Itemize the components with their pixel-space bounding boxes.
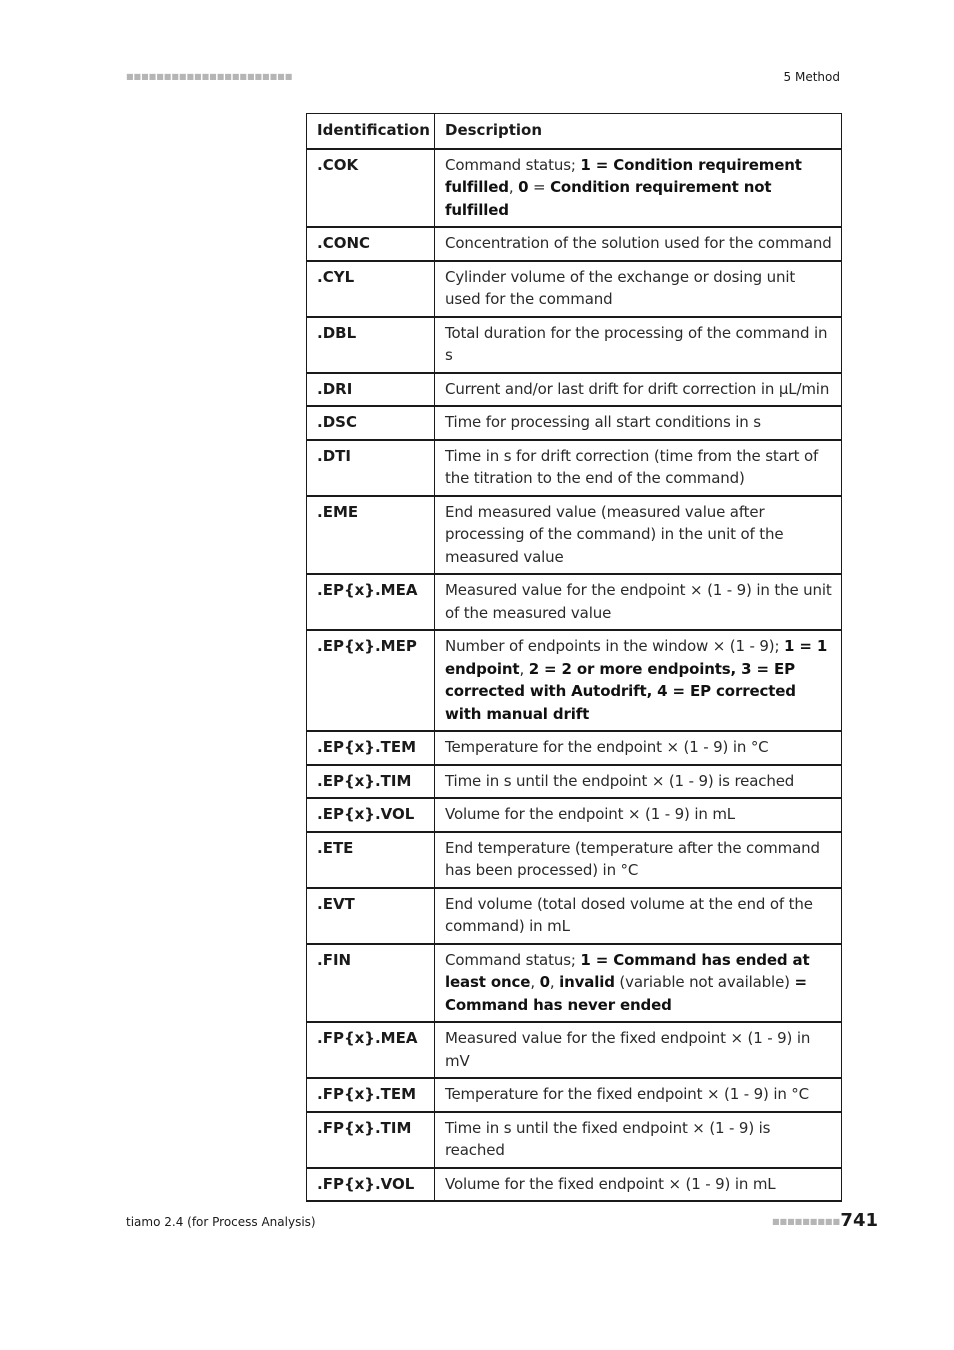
table-header-row [307, 114, 842, 149]
identification-cell: .DTI [307, 440, 435, 496]
description-cell [435, 1112, 842, 1168]
identification-cell: .EP{x}.TEM [307, 731, 435, 765]
identification-cell: .FP{x}.TIM [307, 1112, 435, 1168]
table-row [307, 574, 842, 630]
description-text: Measured value for the endpoint × (1 - 9) in the unit of the measured value [445, 581, 832, 622]
column-header-identification: Identification [307, 114, 435, 149]
table-row [307, 1168, 842, 1202]
description-cell [435, 944, 842, 1023]
table-row [307, 149, 842, 228]
description-bold-text: = Command has never ended [445, 973, 807, 1014]
identification-cell: .EP{x}.MEP [307, 630, 435, 731]
description-bold-text: invalid [559, 973, 615, 991]
description-cell [435, 317, 842, 373]
chapter-title: 5 Method [783, 70, 840, 84]
table-row [307, 630, 842, 731]
table-row [307, 261, 842, 317]
description-text: Volume for the endpoint × (1 - 9) in mL [445, 805, 736, 823]
table-row [307, 832, 842, 888]
identification-cell: .DSC [307, 406, 435, 440]
description-cell [435, 832, 842, 888]
table-row [307, 944, 842, 1023]
description-text: End volume (total dosed volume at the end of the command) in mL [445, 894, 813, 935]
table-row [307, 1022, 842, 1078]
description-text: End temperature (temperature after the command has been processed) in °C [445, 838, 820, 879]
description-text: Measured value for the fixed endpoint × (1 - 9) in mV [445, 1029, 811, 1070]
table-row [307, 888, 842, 944]
description-text: Concentration of the solution used for the command [445, 234, 832, 252]
description-text: , [530, 973, 540, 991]
description-cell [435, 227, 842, 261]
description-bold-text: 1 = Command has ended at least once [445, 950, 810, 991]
description-text: Command status; [445, 155, 581, 174]
identification-cell: .FP{x}.VOL [307, 1168, 435, 1202]
footer-decoration: ■■■■■■■■■ [772, 1217, 841, 1226]
identification-cell: .EP{x}.MEA [307, 574, 435, 630]
identification-cell: .CONC [307, 227, 435, 261]
description-bold-text: 0 [518, 178, 529, 196]
table-row [307, 798, 842, 832]
description-cell [435, 149, 842, 228]
description-bold-text: 0 [539, 973, 550, 991]
identification-cell: .CYL [307, 261, 435, 317]
description-cell [435, 373, 842, 407]
description-cell [435, 798, 842, 832]
table-row [307, 1112, 842, 1168]
description-cell [435, 1022, 842, 1078]
description-text: Temperature for the fixed endpoint × (1 - 9) in °C [445, 1085, 809, 1103]
description-text: Time for processing all start conditions in s [445, 413, 761, 431]
description-text: Total duration for the processing of the command in s [445, 323, 828, 364]
identification-cell: .FP{x}.MEA [307, 1022, 435, 1078]
table-row [307, 406, 842, 440]
description-bold-text: 1 = Condition requirement fulfilled [445, 155, 802, 196]
identification-cell: .EVT [307, 888, 435, 944]
identification-cell: .EP{x}.TIM [307, 765, 435, 799]
table-row [307, 731, 842, 765]
description-text: Time in s until the endpoint × (1 - 9) is reached [445, 771, 795, 790]
description-text: Current and/or last drift for drift correction in µL/min [445, 379, 830, 398]
identification-cell: .DBL [307, 317, 435, 373]
column-header-description: Description [435, 114, 842, 149]
description-cell [435, 406, 842, 440]
variables-table [306, 113, 842, 1202]
page-number: 741 [840, 1210, 878, 1231]
table-row [307, 227, 842, 261]
identification-cell: .ETE [307, 832, 435, 888]
identification-cell: .EME [307, 496, 435, 575]
table-row [307, 373, 842, 407]
description-cell [435, 574, 842, 630]
description-bold-text: Condition requirement not fulfilled [445, 178, 772, 219]
description-text: , [519, 659, 529, 678]
description-bold-text: 2 = 2 or more endpoints, 3 = EP corrected with Autodrift, 4 = EP corrected with manual drift [445, 659, 796, 723]
identification-cell: .COK [307, 149, 435, 228]
description-cell [435, 731, 842, 765]
description-text: , [549, 973, 560, 991]
footer-product-name: tiamo 2.4 (for Process Analysis) [126, 1215, 316, 1229]
description-text: Cylinder volume of the exchange or dosing unit used for the command [445, 267, 796, 308]
description-text: Volume for the fixed endpoint × (1 - 9) in mL [445, 1174, 776, 1193]
header-decoration: ■■■■■■■■■■■■■■■■■■■■■■ [126, 72, 293, 81]
identification-cell: .EP{x}.VOL [307, 798, 435, 832]
description-cell [435, 888, 842, 944]
description-cell [435, 440, 842, 496]
description-text: = [528, 178, 551, 196]
table-row [307, 765, 842, 799]
table-row [307, 317, 842, 373]
description-cell [435, 496, 842, 575]
description-text: , [508, 178, 519, 196]
description-cell [435, 1168, 842, 1202]
identification-cell: .FP{x}.TEM [307, 1078, 435, 1112]
description-cell [435, 261, 842, 317]
description-text: End measured value (measured value after processing of the command) in the unit of the measured value [445, 502, 784, 566]
description-cell [435, 765, 842, 799]
description-cell [435, 630, 842, 731]
identification-cell: .FIN [307, 944, 435, 1023]
table-row [307, 496, 842, 575]
table-body [307, 149, 842, 1202]
description-text: (variable not available) [614, 973, 795, 991]
description-text: Number of endpoints in the window × (1 - 9); [445, 637, 784, 655]
description-text: Command status; [445, 950, 581, 969]
description-cell [435, 1078, 842, 1112]
table-row [307, 440, 842, 496]
description-bold-text: 1 = 1 endpoint [445, 637, 828, 678]
description-text: Time in s for drift correction (time from the start of the titration to the end of the command) [445, 446, 819, 487]
description-text: Time in s until the fixed endpoint × (1 - 9) is reached [445, 1118, 771, 1159]
table-row [307, 1078, 842, 1112]
description-text: Temperature for the endpoint × (1 - 9) in °C [445, 738, 769, 756]
identification-cell: .DRI [307, 373, 435, 407]
